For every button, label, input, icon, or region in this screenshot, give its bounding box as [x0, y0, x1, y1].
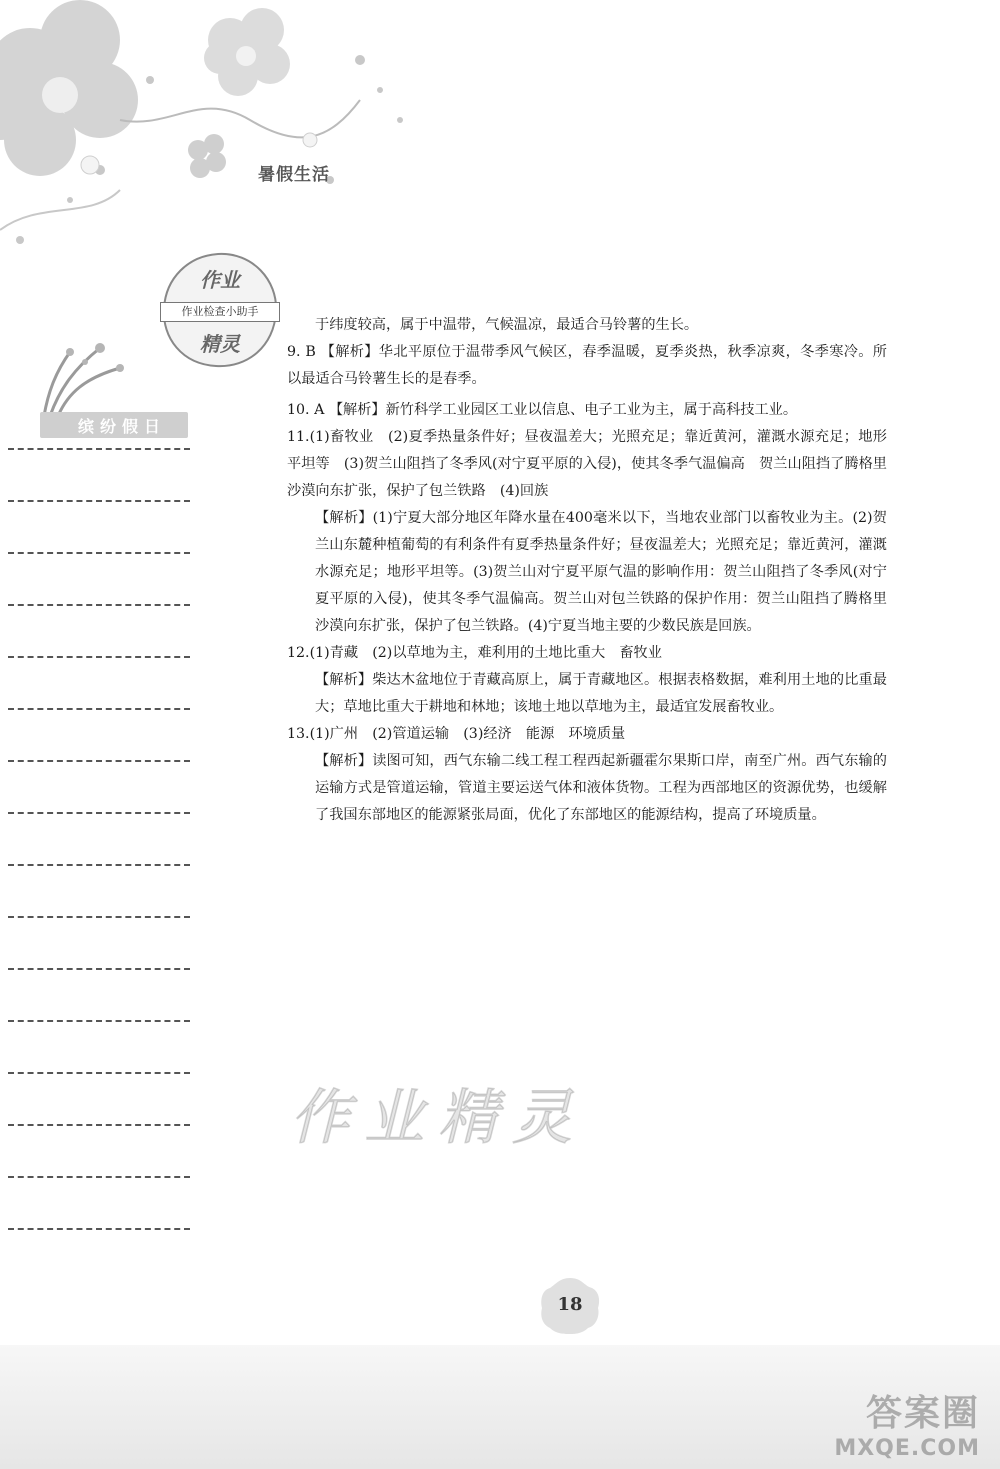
site-logo-url: MXQE.COM: [834, 1436, 980, 1461]
note-line: [8, 500, 190, 502]
note-line: [8, 1176, 190, 1178]
site-logo: [780, 1385, 980, 1461]
answer-item-11: 11.(1)畜牧业 (2)夏季热量条件好；昼夜温差大；光照充足；靠近黄河，灌溉水源充足；地形平坦等 (3)贺兰山阻挡了冬季风(对宁夏平原的入侵)，使其冬季气温偏高 贺兰山阻挡了腾格里沙漠向东扩张，保护了包兰铁路 (4)回族: [287, 429, 887, 499]
note-line: [8, 864, 190, 866]
note-line: [8, 708, 190, 710]
answer-item-13: 13.(1)广州 (2)管道运输 (3)经济 能源 环境质量: [287, 726, 626, 742]
star-burst-icon: [30, 338, 140, 418]
note-line: [8, 916, 190, 918]
answer-analysis-11: 【解析】(1)宁夏大部分地区年降水量在400毫米以下，当地农业部门以畜牧业为主。(2)贺兰山东麓种植葡萄的有利条件有夏季热量条件好；昼夜温差大；光照充足；靠近黄河，灌溉水源充足；地形平坦等。(3)贺兰山对宁夏平原气温的影响作用：贺兰山阻挡了冬季风(对宁夏平原的入侵)，使其冬季气温偏高。贺兰山对包兰铁路的保护作用：贺兰山阻挡了腾格里沙漠向东扩张，保护了包兰铁路。(4)宁夏当地主要的少数民族是回族。: [315, 510, 887, 634]
note-line: [8, 812, 190, 814]
note-line: [8, 448, 190, 450]
note-line: [8, 1228, 190, 1230]
answer-item-9: 9. B 【解析】华北平原位于温带季风气候区，春季温暖，夏季炎热，秋季凉爽，冬季寒冷。所以最适合马铃薯生长的是春季。: [287, 344, 887, 387]
answer-item-12: 12.(1)青藏 (2)以草地为主，难利用的土地比重大 畜牧业: [287, 645, 662, 661]
note-line: [8, 1020, 190, 1022]
homework-helper-stamp: [160, 250, 280, 370]
header-title: 暑假生活: [258, 165, 330, 185]
site-logo-title: 答案圈: [865, 1393, 980, 1434]
note-lines: [8, 448, 194, 1280]
footer-band: [0, 1345, 1000, 1469]
note-line: [8, 968, 190, 970]
stamp-band-text: 作业检查小助手: [160, 302, 280, 322]
watermark: 作业精灵: [290, 1083, 586, 1153]
answer-line: 于纬度较高，属于中温带，气候温凉，最适合马铃薯的生长。: [315, 317, 699, 333]
sidebar-badge: 缤纷假日: [78, 417, 167, 436]
answer-content: [287, 312, 887, 829]
note-line: [8, 760, 190, 762]
stamp-bottom-text: 精灵: [200, 332, 240, 356]
answer-analysis-13: 【解析】读图可知，西气东输二线工程工程西起新疆霍尔果斯口岸，南至广州。西气东输的运输方式是管道运输，管道主要运送气体和液体货物。工程为西部地区的资源优势，也缓解了我国东部地区的能源紧张局面，优化了东部地区的能源结构，提高了环境质量。: [315, 753, 887, 823]
answer-analysis-12: 【解析】柴达木盆地位于青藏高原上，属于青藏地区。根据表格数据，难利用土地的比重最大；草地比重大于耕地和林地；该地土地以草地为主，最适宜发展畜牧业。: [315, 672, 887, 715]
note-line: [8, 1072, 190, 1074]
note-line: [8, 604, 190, 606]
stamp-top-text: 作业: [200, 268, 240, 292]
note-line: [8, 656, 190, 658]
floral-decoration: [0, 0, 420, 260]
note-line: [8, 1124, 190, 1126]
note-line: [8, 552, 190, 554]
page-number: 18: [557, 1294, 583, 1315]
answer-item-10: 10. A 【解析】新竹科学工业园区工业以信息、电子工业为主，属于高科技工业。: [287, 402, 798, 418]
